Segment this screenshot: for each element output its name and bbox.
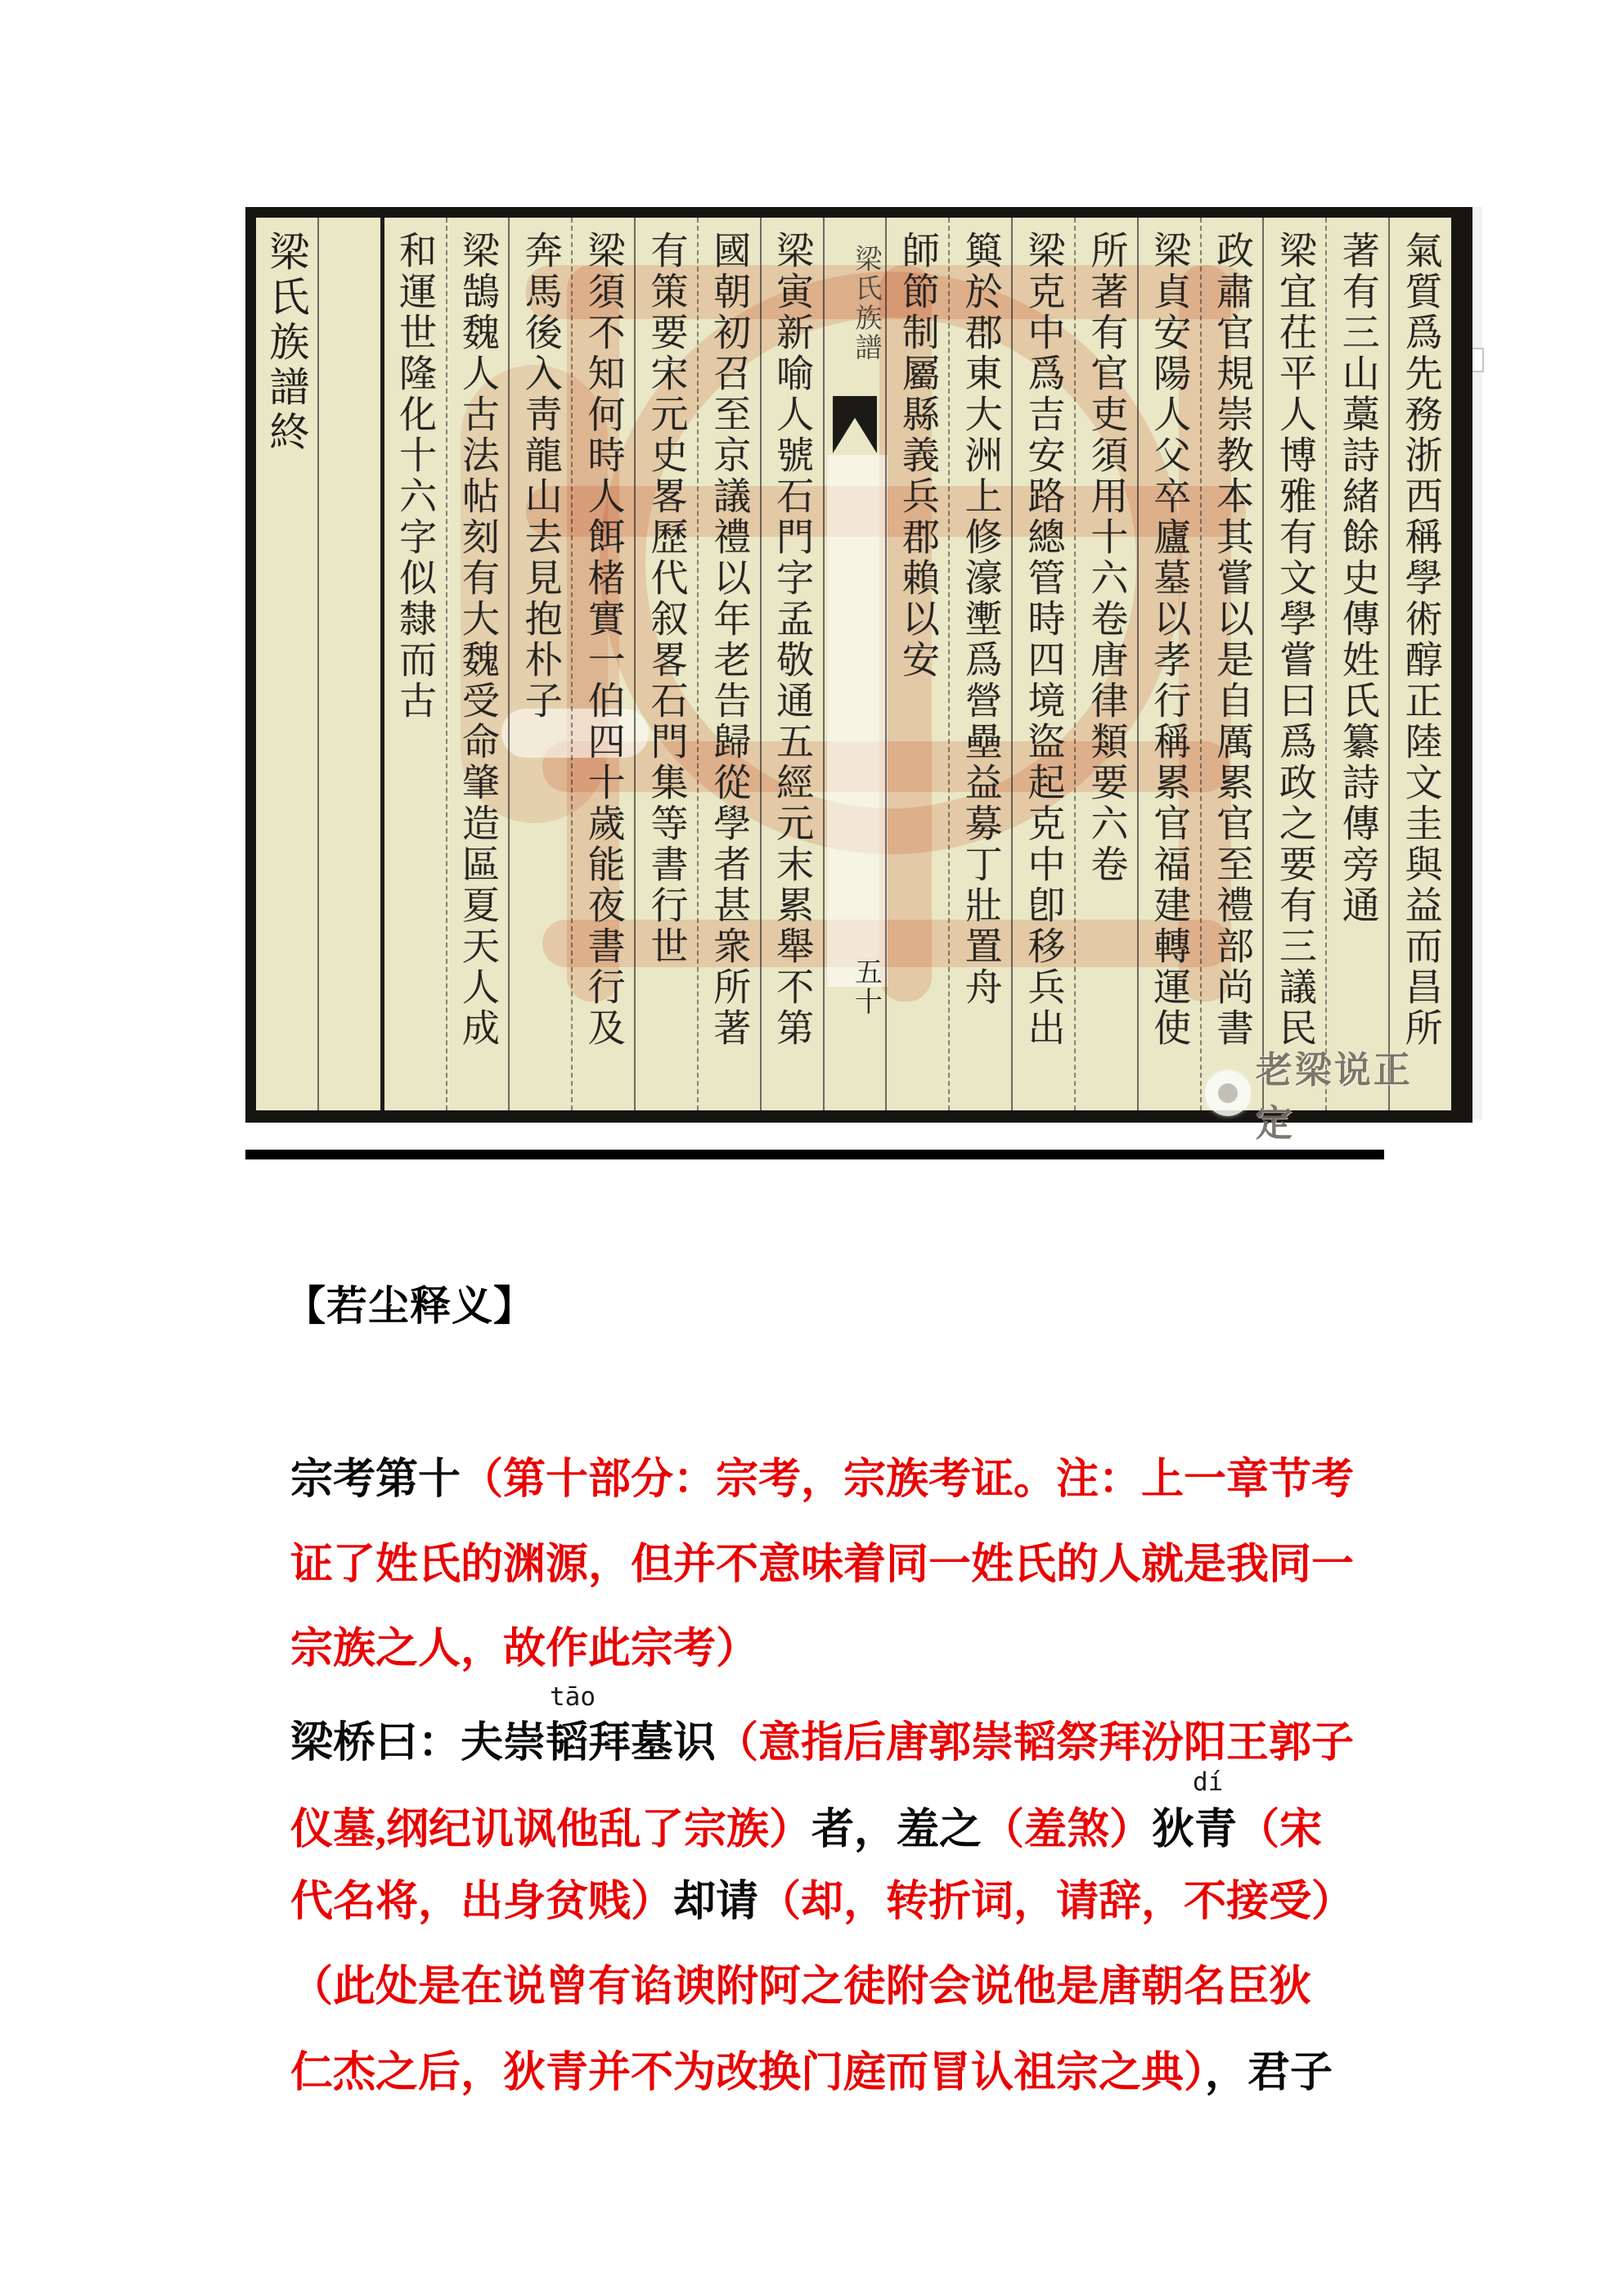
text-line	[290, 1457, 1354, 1503]
fishtail-ornament-icon	[833, 396, 877, 453]
original-text: ，君子	[1205, 2050, 1333, 2096]
text-line	[290, 1965, 1311, 2010]
scan-column	[380, 218, 446, 1110]
annotation-text: （羞煞）	[982, 1807, 1153, 1853]
column-text: 有策要宋元史畧歷代叙畧石門集等書行世	[645, 231, 688, 967]
column-text: 籅於郡東大洲上修濠壍爲營壘益募丁壯置舟	[960, 231, 1002, 1008]
watermark	[1205, 1040, 1451, 1146]
scan-column	[1262, 218, 1325, 1110]
annotation-text: （第十部分：宗考，宗族考证。注：上一章节考	[461, 1456, 1355, 1503]
page-number: 五十	[850, 957, 881, 1016]
banxin-title: 梁氏族譜	[851, 245, 881, 362]
scan-column	[446, 218, 509, 1110]
annotation-text: （宋	[1237, 1807, 1323, 1853]
scan-column	[697, 218, 760, 1110]
original-text: 者，羞之	[812, 1807, 982, 1853]
scan-column	[1388, 218, 1451, 1110]
text-line	[290, 1721, 1354, 1767]
pinyin-annotation: dí	[1193, 1767, 1224, 1797]
column-text: 梁寅新喻人號石門字孟敬通五經元末累舉不第	[771, 231, 814, 1049]
scan-column	[760, 218, 823, 1110]
annotation-text: 宗族之人，故作此宗考）	[290, 1626, 759, 1672]
column-text: 梁宜茌平人博雅有文學嘗曰爲政之要有三議民	[1274, 231, 1316, 1049]
scan-column	[1074, 218, 1137, 1110]
watermark-logo-icon	[1205, 1070, 1251, 1116]
original-text: 狄青	[1152, 1807, 1238, 1853]
empty-column	[317, 218, 380, 1110]
original-text: 却请	[673, 1879, 759, 1925]
column-text: 師節制屬縣義兵郡賴以安	[897, 231, 939, 681]
column-text: 梁貞安陽人父卒廬墓以孝行稱累官福建轉運使	[1149, 231, 1191, 1049]
annotation-text: 仪墓,纲纪讥讽他乱了宗族）	[290, 1807, 812, 1853]
scan-column	[948, 218, 1011, 1110]
scan-column	[634, 218, 697, 1110]
scan-column	[256, 218, 317, 1110]
column-text: 政肅官規崇教本其嘗以是自厲累官至禮部尚書	[1212, 231, 1254, 1049]
annotation-text: （意指后唐郭崇韬祭拜汾阳王郭子	[716, 1720, 1355, 1767]
original-text: 梁桥曰：夫崇韬拜墓识	[290, 1720, 717, 1767]
banxin-column	[823, 218, 886, 1110]
scan-column	[1325, 218, 1388, 1110]
column-text: 梁鵠魏人古法帖刻有大魏受命肇造區夏天人成	[456, 231, 499, 1049]
column-text: 奔馬後入靑龍山去見抱朴子	[519, 231, 562, 722]
scan-column	[1011, 218, 1074, 1110]
watermark-text: 老梁说正定	[1255, 1049, 1413, 1144]
annotation-text: 代名将，出身贫贱）	[290, 1879, 674, 1925]
column-text: 氣質爲先務浙西稱學術醇正陸文圭與益而昌所	[1400, 231, 1442, 1049]
annotation-text: 证了姓氏的渊源，但并不意味着同一姓氏的人就是我同一	[290, 1542, 1355, 1588]
column-text: 所著有官吏須用十六卷唐律類要六卷	[1086, 231, 1128, 885]
scan-column	[1200, 218, 1263, 1110]
annotation-text: （却，转折词，请辞，不接受）	[758, 1879, 1355, 1925]
text-line	[290, 1808, 1322, 1853]
text-line	[290, 1880, 1354, 1925]
annotation-text: 仁杰之后，狄青并不为改换门庭而冒认祖宗之典）	[290, 2050, 1206, 2096]
column-text: 梁克中爲吉安路總管時四境盜起克中卽移兵出	[1023, 231, 1065, 1049]
text-line	[290, 2051, 1333, 2096]
book-page	[245, 207, 1472, 1144]
scan-column	[885, 218, 948, 1110]
text-line	[290, 1542, 1354, 1588]
column-text: 和運世隆化十六字似隸而古	[394, 231, 437, 722]
column-text: 著有三山藁詩緒餘史傳姓氏纂詩傳旁通	[1337, 231, 1379, 926]
section-heading: 【若尘释义】	[285, 1283, 535, 1329]
scan-column	[571, 218, 634, 1110]
column-text: 梁氏族譜終	[263, 231, 309, 456]
original-text: 宗考第十	[290, 1456, 461, 1503]
scan-columns	[256, 218, 1451, 1110]
column-text: 國朝初召至京議禮以年老告歸從學者甚衆所著	[708, 231, 751, 1049]
column-text: 梁須不知何時人餌楮實一伯四十歲能夜書行及	[582, 231, 625, 1049]
scanned-book-image	[245, 207, 1482, 1144]
scan-column	[508, 218, 571, 1110]
text-line	[290, 1627, 758, 1672]
pinyin-annotation: tāo	[550, 1682, 596, 1712]
scan-column	[1137, 218, 1200, 1110]
annotation-text: （此处是在说曾有谄谀附阿之徒附会说他是唐朝名臣狄	[290, 1964, 1312, 2010]
